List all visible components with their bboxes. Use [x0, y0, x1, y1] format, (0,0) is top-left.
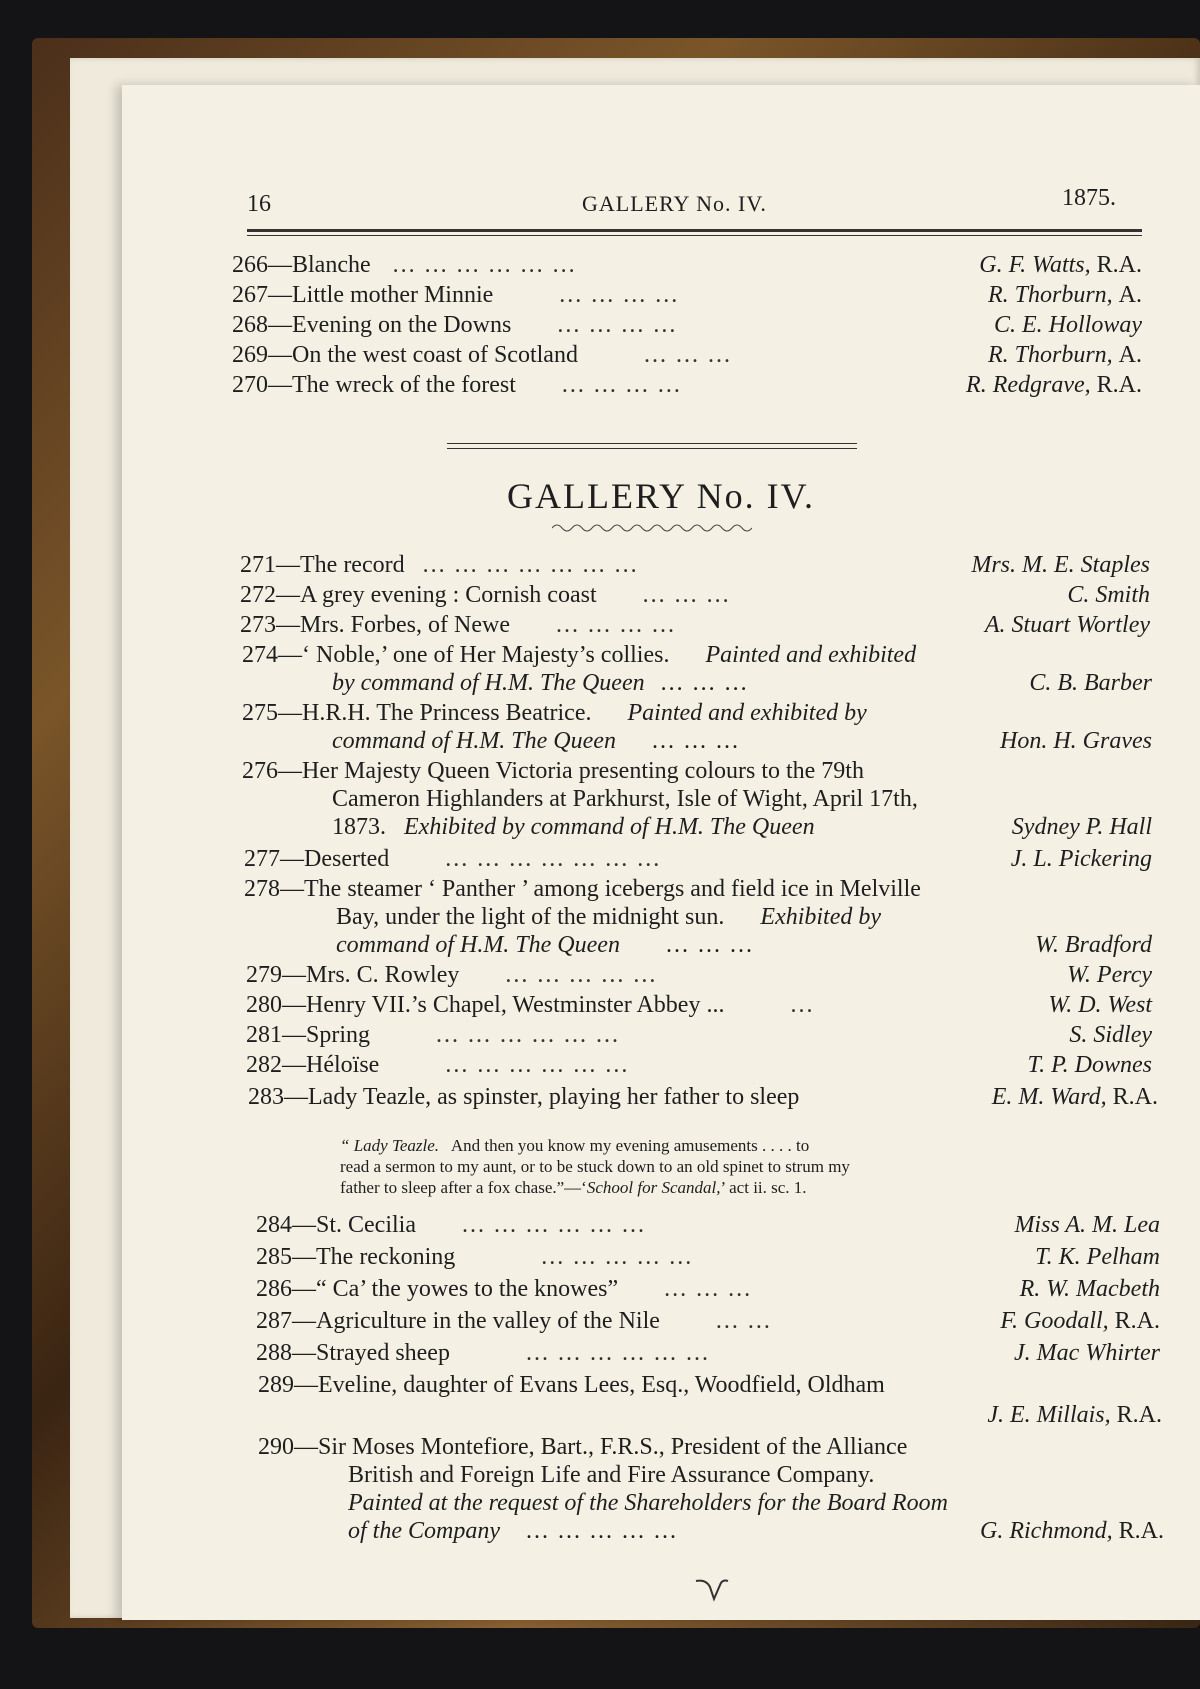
catalogue-entry: 283—Lady Teazle, as spinster, playing her father to sleep E. M. Ward, R.A.: [248, 1084, 1158, 1110]
catalogue-entry: 276—Her Majesty Queen Victoria presenting colours to the 79th: [242, 758, 864, 784]
catalogue-entry: 270—The wreck of the forest ... ... ... ... R. Redgrave, R.A.: [232, 372, 1142, 398]
catalogue-entry: 290—Sir Moses Montefiore, Bart., F.R.S., President of the Alliance: [258, 1434, 908, 1460]
catalogue-page: 16 GALLERY No. IV. 1875. 266—Blanche ... ... ... ... ... ... G. F. Watts, R.A. 267—Little mother Minnie ... ... ... ... R. Thorburn, A. 268—Evening on the Downs ... ... ... ... C. E. Holloway 269—On the west coast of Scotland ... ... ... R. Thorburn, A. 270—The wreck of the forest ... ... ... ... R. Redgrave, R.A. GALLERY No. IV. 271—The record ... ... ... ... ... ... ... Mrs. M. E. Staples 272—A grey evening : Cornish coast ... ... ... C. Smith 273—Mrs. Forbes, of Newe ... ... ... ... A. Stuart Wortley 274—‘ Noble,’ one of Her Majesty’s collies. Painted and exhibited by command of H.M. The Queen ... ... ... C. B. Barber 275—H.R.H. The Princess Beatrice. Painted and exhibited by command of H.M. The Queen ... ... ... Hon. H. Graves 276—Her Majesty Queen Victoria presenting colours to the 79th Cameron Highlanders at Parkhurst, Isle of Wight, April 17th, 1873. Exhibited by command of H.M. The Queen Sydney P. Hall 277—Deserted ... ... ... ... ... ... ... J. L. Pickering 278—The steamer ‘ Panther ’ among icebergs and field ice in Melville Bay, under the light of the midnight sun. Exhibited by command of H.M. The Queen ... ... ... W. Bradford 279—Mrs. C. Rowley ... ... ... ... ... W. Percy 280—Henry VII.’s Chapel, Westminster Abbey ... ... W. D. West 281—Spring ... ... ... ... ... ... S. Sidley 282—Héloïse ... ... ... ... ... ... T. P. Downes 283—Lady Teazle, as spinster, playing her father to sleep E. M. Ward, R.A. “ Lady Teazle. And then you know my evening amusements . . . . to read a sermon to my aunt, or to be stuck down to an old spinet to strum my father to sleep after a fox chase.”—‘School for Scandal,’ act ii. sc. 1. 284—St. Cecilia ... ... ... ... ... ... Miss A. M. Lea 285—The reckoning ... ... ... ... ... T. K. Pelham 286—“ Ca’ the yowes to the knowes” ... ... ... R. W. Macbeth 287—Agriculture in the valley of the Nile ... ... F. Goodall, R.A. 288—Strayed sheep ... ... ... ... ... ... J. Mac Whirter 289—Eveline, daughter of Evans Lees, Esq., Woodfield, Oldham J. E. Millais, R.A. 290—Sir Moses Montefiore, Bart., F.R.S., President of the Alliance British and Foreign Life and Fire Assurance Company. Painted at the request of the Shareholders for the Board Room of the Company ... ... ... ... ... G. Richmond, R.A.: [122, 85, 1200, 1620]
catalogue-entry: 267—Little mother Minnie ... ... ... ... R. Thorburn, A.: [232, 282, 1142, 308]
header-rule: [247, 229, 1142, 232]
catalogue-entry: 277—Deserted ... ... ... ... ... ... ... J. L. Pickering: [244, 846, 1152, 872]
catalogue-entry: 266—Blanche ... ... ... ... ... ... G. F. Watts, R.A.: [232, 252, 1142, 278]
catalogue-entry: 281—Spring ... ... ... ... ... ... S. Sidley: [246, 1022, 1152, 1048]
entry-continuation: of the Company ... ... ... ... ... G. Richmond, R.A.: [348, 1518, 1164, 1544]
catalogue-entry: 287—Agriculture in the valley of the Nile ... ... F. Goodall, R.A.: [256, 1308, 1160, 1334]
entry-continuation: British and Foreign Life and Fire Assurance Company.: [348, 1462, 875, 1488]
entry-continuation: by command of H.M. The Queen ... ... ... C. B. Barber: [332, 670, 1152, 696]
quotation: “ Lady Teazle. And then you know my evening amusements . . . . to read a sermon to my aunt, or to be stuck down to an old spinet to strum my father to sleep after a fox chase.”—‘School for Scandal,’ act ii. sc. 1.: [340, 1136, 850, 1197]
section-rule-thin: [447, 448, 857, 449]
catalogue-entry: 289—Eveline, daughter of Evans Lees, Esq., Woodfield, Oldham: [258, 1372, 885, 1398]
catalogue-entry: 274—‘ Noble,’ one of Her Majesty’s collies. Painted and exhibited: [242, 642, 917, 668]
page-number: 16: [247, 191, 271, 217]
catalogue-entry: 268—Evening on the Downs ... ... ... ... C. E. Holloway: [232, 312, 1142, 338]
signature-mark: [692, 1575, 732, 1613]
catalogue-entry: 273—Mrs. Forbes, of Newe ... ... ... ... A. Stuart Wortley: [240, 612, 1150, 638]
catalogue-entry: 288—Strayed sheep ... ... ... ... ... ... J. Mac Whirter: [256, 1340, 1160, 1366]
section-rule: [447, 443, 857, 444]
catalogue-entry: 269—On the west coast of Scotland ... ... ... R. Thorburn, A.: [232, 342, 1142, 368]
catalogue-entry: 275—H.R.H. The Princess Beatrice. Painted and exhibited by: [242, 700, 867, 726]
catalogue-entry: 285—The reckoning ... ... ... ... ... T. K. Pelham: [256, 1244, 1160, 1270]
running-header: [122, 183, 1200, 223]
catalogue-entry: 279—Mrs. C. Rowley ... ... ... ... ... W. Percy: [246, 962, 1152, 988]
entry-continuation: command of H.M. The Queen ... ... ... Hon. H. Graves: [332, 728, 1152, 754]
ornament-squiggle: [552, 522, 752, 534]
entry-continuation: 1873. Exhibited by command of H.M. The Queen Sydney P. Hall: [332, 814, 1152, 840]
entry-continuation: command of H.M. The Queen ... ... ... W. Bradford: [336, 932, 1152, 958]
catalogue-entry: 280—Henry VII.’s Chapel, Westminster Abbey ... ... W. D. West: [246, 992, 1152, 1018]
catalogue-entry: 286—“ Ca’ the yowes to the knowes” ... ... ... R. W. Macbeth: [256, 1276, 1160, 1302]
header-rule-thin: [247, 235, 1142, 236]
entry-continuation: Bay, under the light of the midnight sun. Exhibited by: [336, 904, 882, 930]
entry-continuation: Cameron Highlanders at Parkhurst, Isle of Wight, April 17th,: [332, 786, 918, 812]
catalogue-entry: 272—A grey evening : Cornish coast ... ... ... C. Smith: [240, 582, 1150, 608]
header-gallery: GALLERY No. IV.: [582, 191, 767, 216]
catalogue-entry: 271—The record ... ... ... ... ... ... ... Mrs. M. E. Staples: [240, 552, 1150, 578]
catalogue-entry: 282—Héloïse ... ... ... ... ... ... T. P. Downes: [246, 1052, 1152, 1078]
entry-continuation: Painted at the request of the Shareholders for the Board Room: [348, 1490, 948, 1516]
header-year: 1875.: [1062, 185, 1116, 211]
catalogue-entry: 284—St. Cecilia ... ... ... ... ... ... Miss A. M. Lea: [256, 1212, 1160, 1238]
gallery-heading: GALLERY No. IV.: [507, 476, 815, 516]
catalogue-entry: 278—The steamer ‘ Panther ’ among icebergs and field ice in Melville: [244, 876, 921, 902]
